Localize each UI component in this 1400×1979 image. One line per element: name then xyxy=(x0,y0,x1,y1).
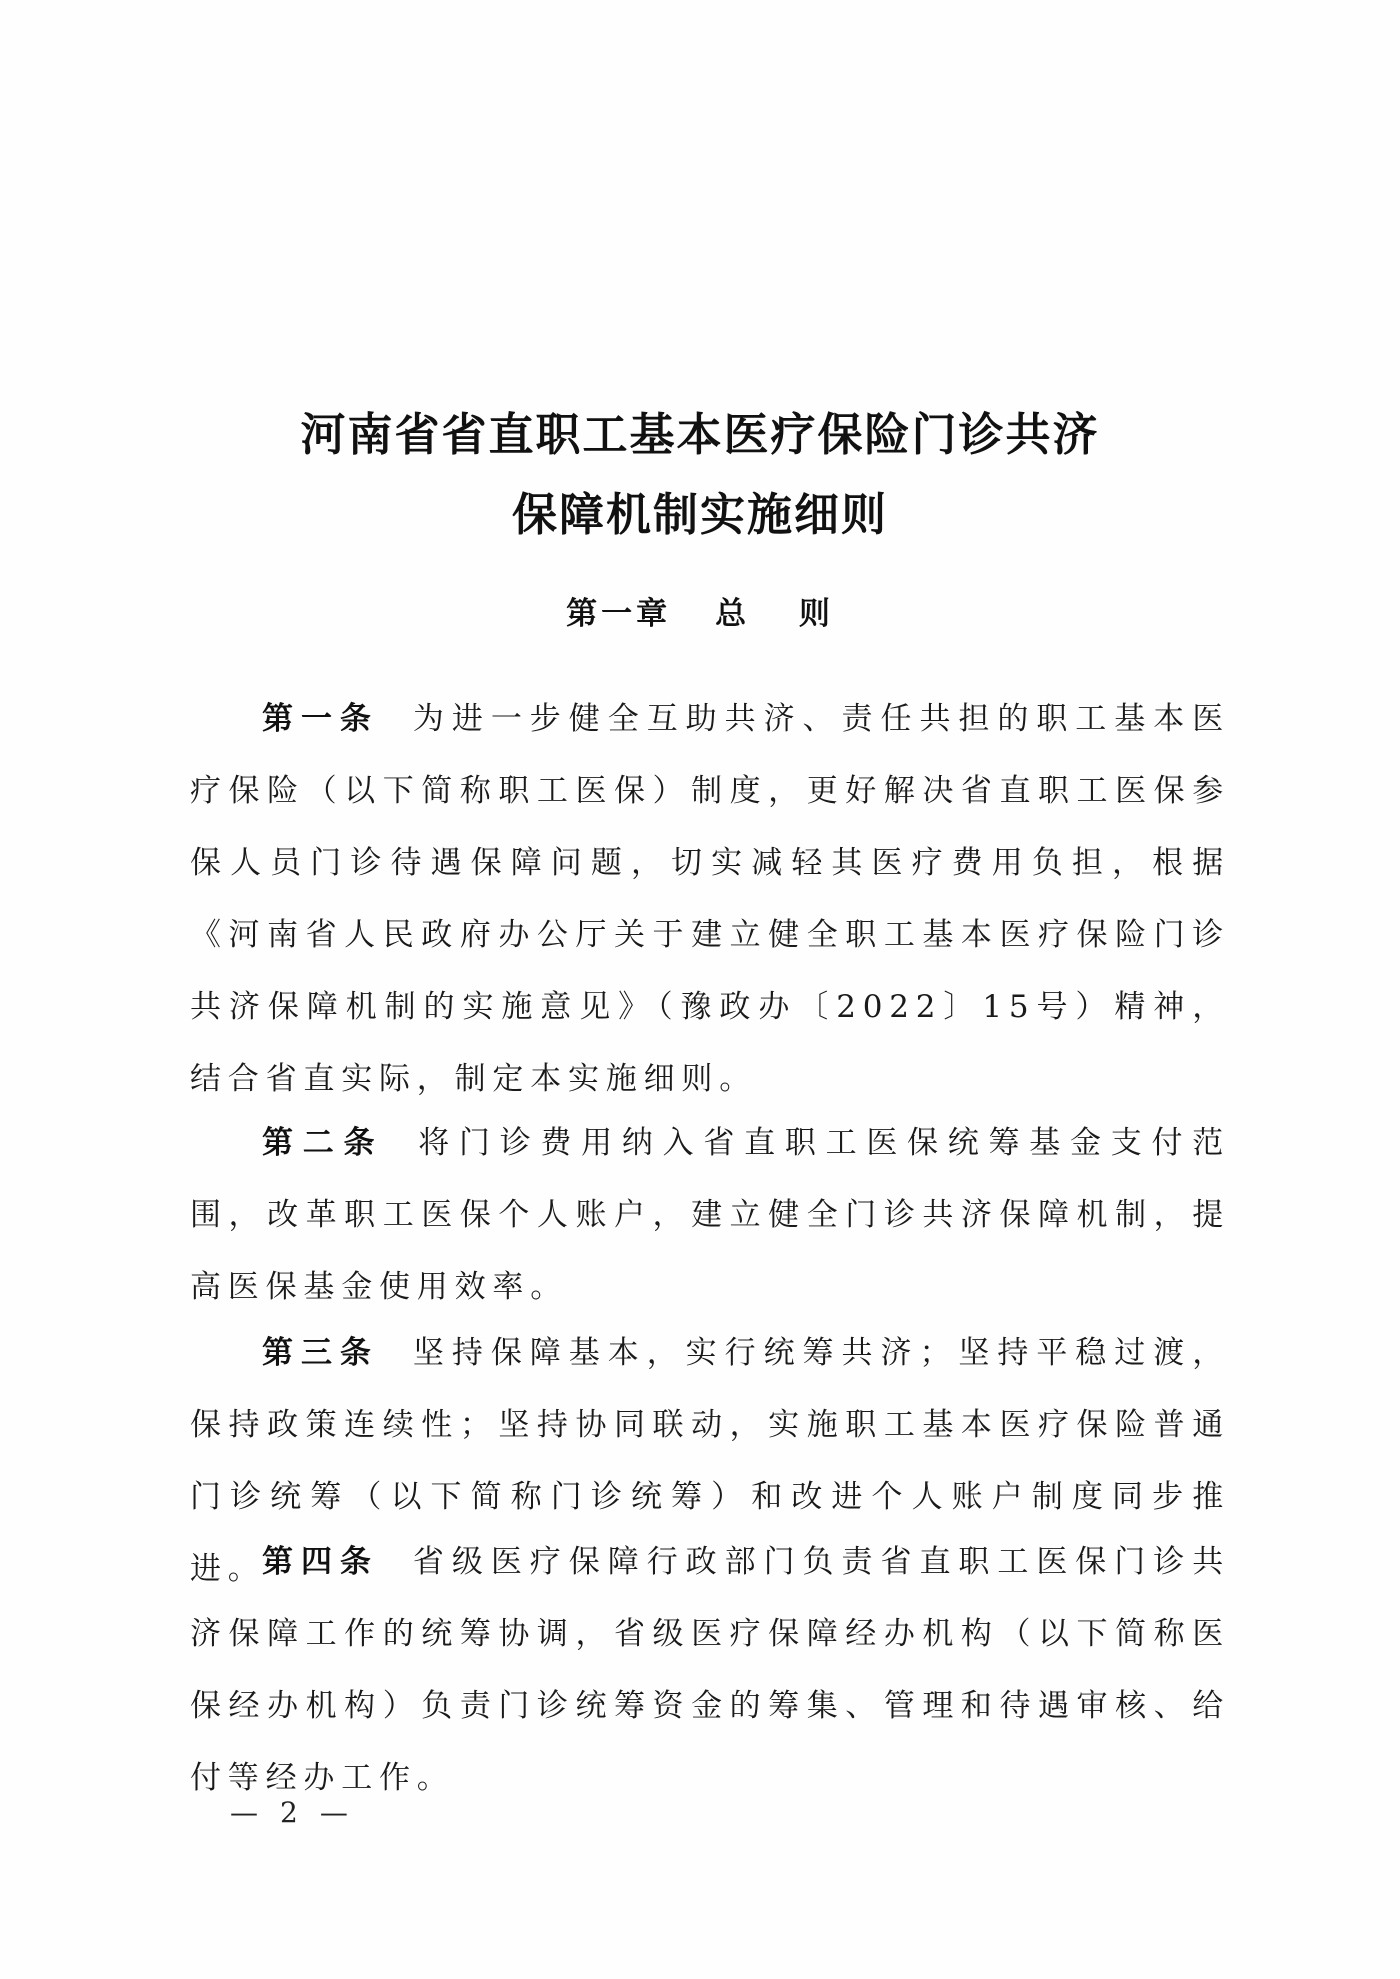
article-1-text: 为进一步健全互助共济、责任共担的职工基本医疗保险（以下简称职工医保）制度，更好解决省直职工医保参保人员门诊待遇保障问题，切实减轻其医疗费用负担，根据《河南省人民政府办公厅关于建立健全职工基本医疗保险门诊共济保障机制的实施意见》（豫政办〔2022〕15号）精神，结合省直实际，制定本实施细则。 xyxy=(190,701,1230,1097)
document-title-line-1: 河南省省直职工基本医疗保险门诊共济 xyxy=(300,408,1100,461)
article-1-label: 第一条 xyxy=(262,701,379,737)
article-2-label: 第二条 xyxy=(262,1125,385,1161)
chapter-number: 第一章 xyxy=(566,596,672,632)
chapter-heading xyxy=(0,588,1400,633)
article-3-label: 第三条 xyxy=(262,1335,379,1371)
article-2 xyxy=(190,1107,1230,1323)
page-number-dash-right: — xyxy=(319,1796,350,1829)
page-number xyxy=(220,1796,360,1829)
article-4-text: 省级医疗保障行政部门负责省直职工医保门诊共济保障工作的统筹协调，省级医疗保障经办机构（以下简称医保经办机构）负责门诊统筹资金的筹集、管理和待遇审核、给付等经办工作。 xyxy=(190,1544,1230,1796)
article-2-text: 将门诊费用纳入省直职工医保统筹基金支付范围，改革职工医保个人账户，建立健全门诊共济保障机制，提高医保基金使用效率。 xyxy=(190,1125,1231,1305)
article-3-text: 坚持保障基本，实行统筹共济；坚持平稳过渡，保持政策连续性；坚持协同联动，实施职工基本医疗保险普通门诊统筹（以下简称门诊统筹）和改进个人账户制度同步推进。 xyxy=(190,1335,1230,1587)
article-4 xyxy=(190,1526,1230,1814)
page-number-value: 2 xyxy=(280,1796,300,1829)
page-number-dash-left: — xyxy=(230,1796,260,1829)
article-4-label: 第四条 xyxy=(262,1544,379,1580)
article-1 xyxy=(190,683,1230,1115)
document-title-line-2: 保障机制实施细则 xyxy=(511,488,888,541)
chapter-name: 总 则 xyxy=(715,596,834,632)
